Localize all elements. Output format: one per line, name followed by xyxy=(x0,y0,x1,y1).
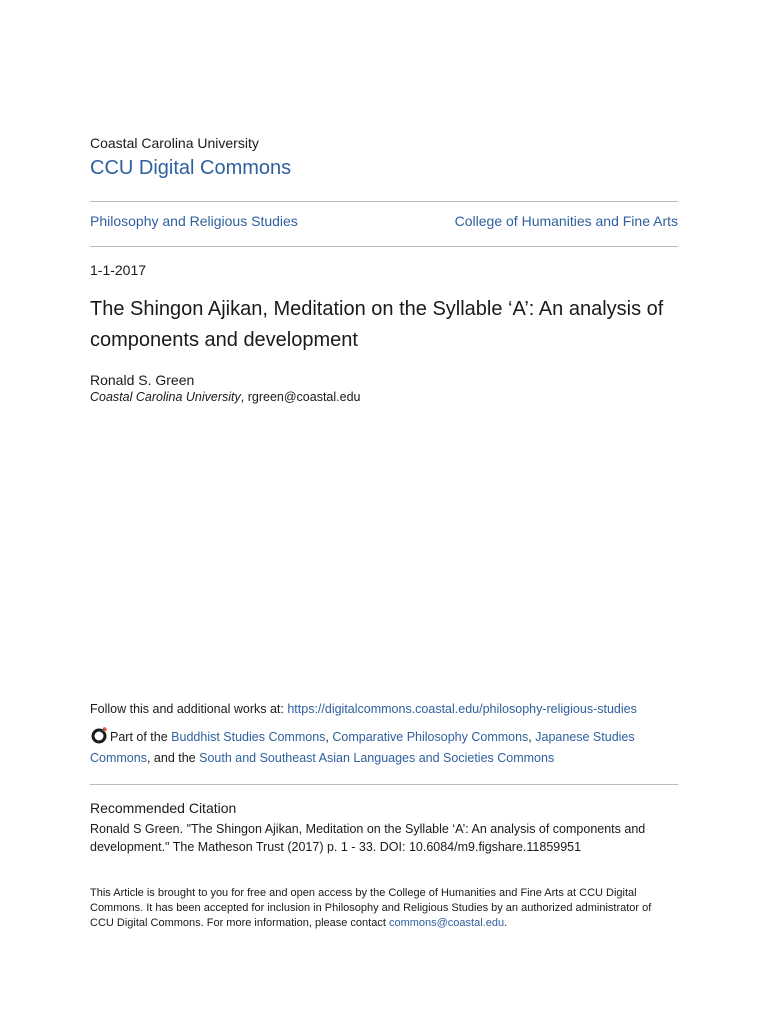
follow-label: Follow this and additional works at: xyxy=(90,702,284,716)
and-the-text: , and the xyxy=(146,751,196,765)
network-logo-icon xyxy=(90,726,108,744)
buddhist-studies-link[interactable]: Buddhist Studies Commons xyxy=(171,730,326,744)
contact-email-link[interactable]: commons@coastal.edu xyxy=(388,917,505,929)
department-link[interactable]: Philosophy and Religious Studies xyxy=(90,213,298,229)
south-southeast-asian-link[interactable]: South and Southeast Asian Languages and Societies Commons xyxy=(199,751,555,765)
article-title: The Shingon Ajikan, Meditation on the Syllable ‘A’: An analysis of components and development xyxy=(90,298,664,351)
header-divider xyxy=(90,201,678,202)
citation-heading: Recommended Citation xyxy=(90,800,237,816)
footer-period: . xyxy=(504,917,508,929)
institution-name: Coastal Carolina University xyxy=(90,135,259,151)
part-of-prefix: Part of the xyxy=(110,730,168,744)
author-email: rgreen@coastal.edu xyxy=(247,390,361,404)
author-affiliation: Coastal Carolina University, rgreen@coastal.edu xyxy=(90,390,361,404)
collection-url-link[interactable]: https://digitalcommons.coastal.edu/philosophy-religious-studies xyxy=(287,702,637,716)
footer-text: This Article is brought to you for free and open access by the College of Humanities and Fine Arts at CCU Digital Commons. It has been accepted for inclusion in Philosophy and Religious Studies by an authorized administrator of CCU Digital Commons. For more information, please contact xyxy=(90,887,652,929)
college-link[interactable]: College of Humanities and Fine Arts xyxy=(454,213,678,229)
japanese-studies-link[interactable]: Japanese Studies Commons xyxy=(90,730,635,765)
publication-date: 1-1-2017 xyxy=(90,262,147,278)
affiliation-name: Coastal Carolina University xyxy=(90,390,241,404)
author-name: Ronald S. Green xyxy=(90,372,195,388)
comparative-philosophy-link[interactable]: Comparative Philosophy Commons xyxy=(332,730,529,744)
department-row xyxy=(90,213,678,229)
citation-divider xyxy=(90,784,678,785)
footer-notice xyxy=(90,886,678,931)
part-of-commons: Part of the Buddhist Studies Commons, Comparative Philosophy Commons, Japanese Studies Commons, and the South and Southeast Asian Languages and Societies Commons xyxy=(90,726,678,769)
citation-text: Ronald S Green. "The Shingon Ajikan, Meditation on the Syllable ‘A’: An analysis of components and development." The Matheson Trust (2017) p. 1 - 33. DOI: 10.6084/m9.figshare.11859951 xyxy=(90,822,646,854)
repository-link[interactable]: CCU Digital Commons xyxy=(90,157,292,179)
department-divider xyxy=(90,246,678,247)
follow-line xyxy=(90,702,637,716)
